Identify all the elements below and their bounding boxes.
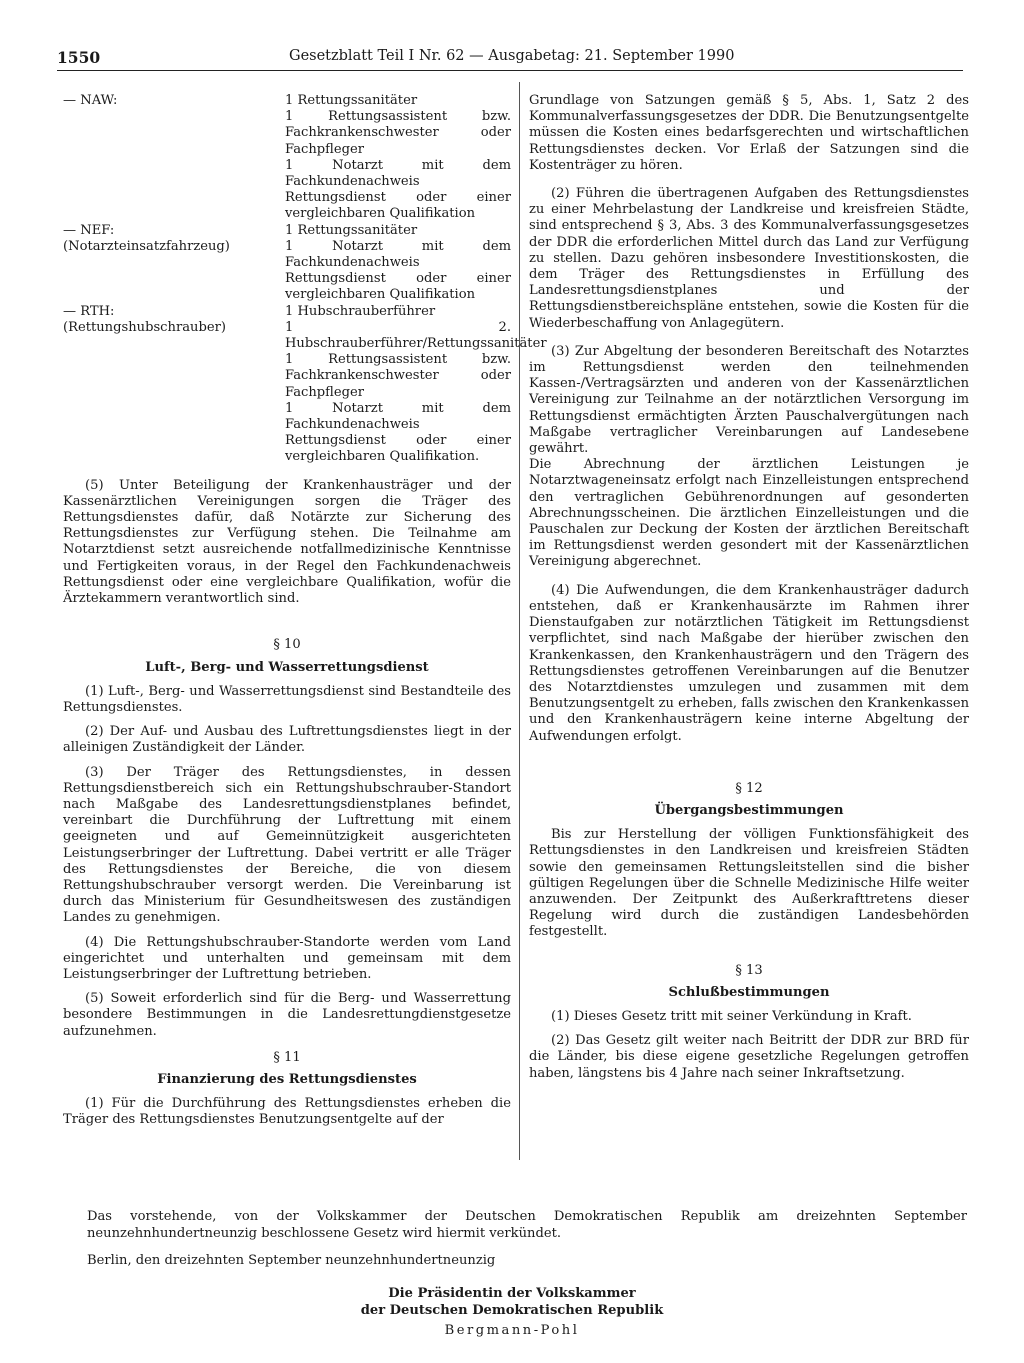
paragraph: Grundlage von Satzungen gemäß § 5, Abs. 1, Satz 2 des Kommunalverfassungsgesetzes der DDR. Die Benutzungsentgelte müssen die Kosten eines bedarfsgerechten und wirtschaftlichen Rettungsdienstes decken. Vor Erlaß der Satzungen sind die Kostenträger zu hören. (529, 93, 969, 173)
vehicle-label (63, 304, 283, 336)
signature-block (0, 1285, 1024, 1339)
vehicle-entry-nef (63, 223, 511, 304)
crew-item: 1 Rettungsassistent bzw. Fachkrankenschwester oder Fachpfleger (285, 109, 511, 157)
page-number: 1550 (57, 48, 101, 67)
crew-item: 1 Rettungssanitäter (285, 222, 418, 238)
paragraph: (1) Luft-, Berg- und Wasserrettungsdienst sind Bestandteile des Rettungsdienstes. (63, 683, 511, 715)
place-date: Berlin, den dreizehnten September neunzehnhundertneunzig (87, 1253, 496, 1268)
paragraph: (4) Die Aufwendungen, die dem Krankenhausträger dadurch entstehen, daß er Krankenhausärzte im Rahmen ihrer Dienstaufgaben zur notärztlichen Tätigkeit im Rettungsdienst verpflichtet, sind nach Maßgabe der hierüber zwischen den Krankenkassen, den Krankenhausträgern und den Trägern des Rettungsdienstes getroffenen Vereinbarungen auf die Benutzer des Notarztdienstes umzulegen und zusammen mit dem Benutzungsentgelt zu erheben, falls zwischen den Krankenkassen und den Krankenhausträgern keine interne Abgeltung der Aufwendungen erfolgt. (529, 582, 969, 744)
section-number: § 13 (735, 962, 763, 978)
section-title: Finanzierung des Rettungsdienstes (157, 1071, 417, 1087)
crew-item: 1 Notarzt mit dem Fachkundenachweis Rettungsdienst oder einer vergleichbaren Qualifikation. (285, 400, 511, 465)
promulgation-statement: Das vorstehende, von der Volkskammer der Deutschen Demokratischen Republik am dreizehnten September neunzehnhundertneunzig beschlossene Gesetz wird hiermit verkündet. (87, 1209, 967, 1241)
vehicle-crew (285, 303, 547, 466)
paragraph: (5) Soweit erforderlich sind für die Berg- und Wasserrettung besondere Bestimmungen in die Landesrettungdienstgesetze aufzunehmen. (63, 991, 511, 1039)
paragraph: (1) Für die Durchführung des Rettungsdienstes erheben die Träger des Rettungsdienstes Benutzungsentgelte auf der (63, 1096, 511, 1128)
paragraph: (2) Führen die übertragenen Aufgaben des Rettungsdienstes zu einer Mehrbelastung der Landkreise und kreisfreien Städte, sind entsprechend § 3, Abs. 3 des Kommunalverfassungsgesetzes der DDR die erforderlichen Mittel durch das Land zur Verfügung zu stellen. Dazu gehören insbesondere Investitionskosten, die dem Träger des Rettungsdienstes in Erfüllung des Landesrettungsdienstplanes und der Rettungsdienstbereichspläne entstehen, sowie die Kosten für die Wiederbeschaffung von Anlagegütern. (529, 186, 969, 331)
page-header (57, 46, 963, 71)
paragraph: (4) Die Rettungshubschrauber-Standorte werden vom Land eingerichtet und unterhalten und gemeinsam mit dem Leistungserbringer der Luftrettung betrieben. (63, 934, 511, 982)
crew-item: 1 Notarzt mit dem Fachkundenachweis Rettungsdienst oder einer vergleichbaren Qualifikation (285, 157, 511, 222)
vehicle-crew (285, 93, 511, 223)
paragraph: (1) Dieses Gesetz tritt mit seiner Verkündung in Kraft. (551, 1008, 912, 1024)
vehicle-label (63, 223, 283, 255)
paragraph: Die Abrechnung der ärztlichen Leistungen je Notarztwageneinsatz erfolgt nach Einzelleistungen entsprechend den vertraglichen Gebührenordnungen auf gesonderten Abrechnungsscheinen. Die ärztlichen Einzelleistungen und die Pauschalen zur Deckung der Kosten der ärztlichen Bereitschaft im Rettungsdienst werden gesondert mit der Kassenärztlichen Vereinigung abgerechnet. (529, 457, 969, 570)
vehicle-label (63, 93, 283, 109)
signatory-name: Bergmann-Pohl (444, 1323, 580, 1338)
signatory-institution: der Deutschen Demokratischen Republik (360, 1303, 664, 1318)
section-title: Schlußbestimmungen (668, 984, 830, 1000)
paragraph: (3) Zur Abgeltung der besonderen Bereitschaft des Notarztes im Rettungsdienst werden den teilnehmenden Kassen-/Vertragsärzten und anderen von der Kassenärztlichen Vereinigung zur Teilnahme an der notärztlichen Versorgung im Rettungsdienst ermächtigten Ärzten Pauschalvergütungen nach Maßgabe vertraglicher Vereinbarungen auf Landesebene gewährt. (529, 343, 969, 457)
paragraph: (5) Unter Beteiligung der Krankenhausträger und der Kassenärztlichen Vereinigungen sorgen die Träger des Rettungsdienstes dafür, daß Notärzte zur Sicherung des Rettungsdienstes zur Verfügung stehen. Die Teilnahme am Notarztdienst setzt ausreichende notfallmedizinische Kenntnisse und Fertigkeiten voraus, in der Regel den Fachkundenachweis Rettungsdienst oder eine vergleichbare Qualifikation, wofür die Ärztekammern verantwortlich sind. (63, 477, 511, 607)
paragraph: Bis zur Herstellung der völligen Funktionsfähigkeit des Rettungsdienstes in den Landkreisen und kreisfreien Städten sowie den gemeinsamen Rettungsleitstellen sind die bisher gültigen Regelungen über die Schnelle Medizinische Hilfe weiter anzuwenden. Der Zeitpunkt des Außerkrafttretens dieser Regelung wird durch die zuständigen Landesbehörden festgestellt. (529, 827, 969, 940)
section-title: Übergangsbestimmungen (654, 802, 844, 818)
left-column (63, 93, 547, 1137)
vehicle-fullname: (Rettungshubschrauber) (63, 319, 226, 335)
paragraph: (3) Der Träger des Rettungsdienstes, in dessen Rettungsdienstbereich sich ein Rettungshubschrauber-Standort nach Maßgabe des Landesrettungsdienstplanes befindet, vereinbart die Durchführung der Luftrettung mit einem geeigneten und auf Gemeinnützigkeit ausgerichteten Leistungserbringer der Luftrettung. Dabei vertritt er alle Träger des Rettungsdienstes der Bereiche, die von diesem Rettungshubschrauber versorgt werden. Die Vereinbarung ist durch das Ministerium für Gesundheitswesen des zuständigen Landes zu genehmigen. (63, 764, 511, 926)
column-divider (519, 82, 520, 1160)
section-number: § 11 (273, 1049, 301, 1065)
paragraph: (2) Das Gesetz gilt weiter nach Beitritt der DDR zur BRD für die Länder, bis diese eigene gesetzliche Regelungen getroffen haben, längstens bis 4 Jahre nach seiner Inkraftsetzung. (529, 1033, 969, 1081)
vehicle-fullname: (Notarzteinsatzfahrzeug) (63, 238, 230, 254)
crew-item: 1 Rettungsassistent bzw. Fachkrankenschwester oder Fachpfleger (285, 352, 511, 400)
section-number: § 10 (273, 637, 301, 653)
right-column (529, 93, 969, 1090)
section-title: Luft-, Berg- und Wasserrettungsdienst (145, 659, 429, 675)
crew-item: 1 Hubschrauberführer (285, 303, 436, 319)
crew-item: 1 Rettungssanitäter (285, 93, 418, 108)
crew-item: 1 2. Hubschrauberführer/Rettungssanitäter (285, 319, 547, 352)
vehicle-code: — RTH: (63, 303, 115, 319)
vehicle-code: — NEF: (63, 222, 115, 238)
vehicle-entry-rth (63, 303, 547, 466)
vehicle-crew (285, 223, 511, 304)
crew-item: 1 Notarzt mit dem Fachkundenachweis Rettungsdienst oder einer vergleichbaren Qualifikation (285, 238, 511, 303)
promulgation-block (87, 1208, 967, 1279)
vehicle-entry-naw (63, 93, 511, 223)
paragraph: (2) Der Auf- und Ausbau des Luftrettungsdienstes liegt in der alleinigen Zuständigkeit der Länder. (63, 724, 511, 756)
signatory-title: Die Präsidentin der Volkskammer (388, 1286, 636, 1301)
section-number: § 12 (735, 780, 763, 796)
header-title: Gesetzblatt Teil I Nr. 62 — Ausgabetag: 21. September 1990 (289, 48, 735, 64)
vehicle-code: — NAW: (63, 93, 118, 108)
